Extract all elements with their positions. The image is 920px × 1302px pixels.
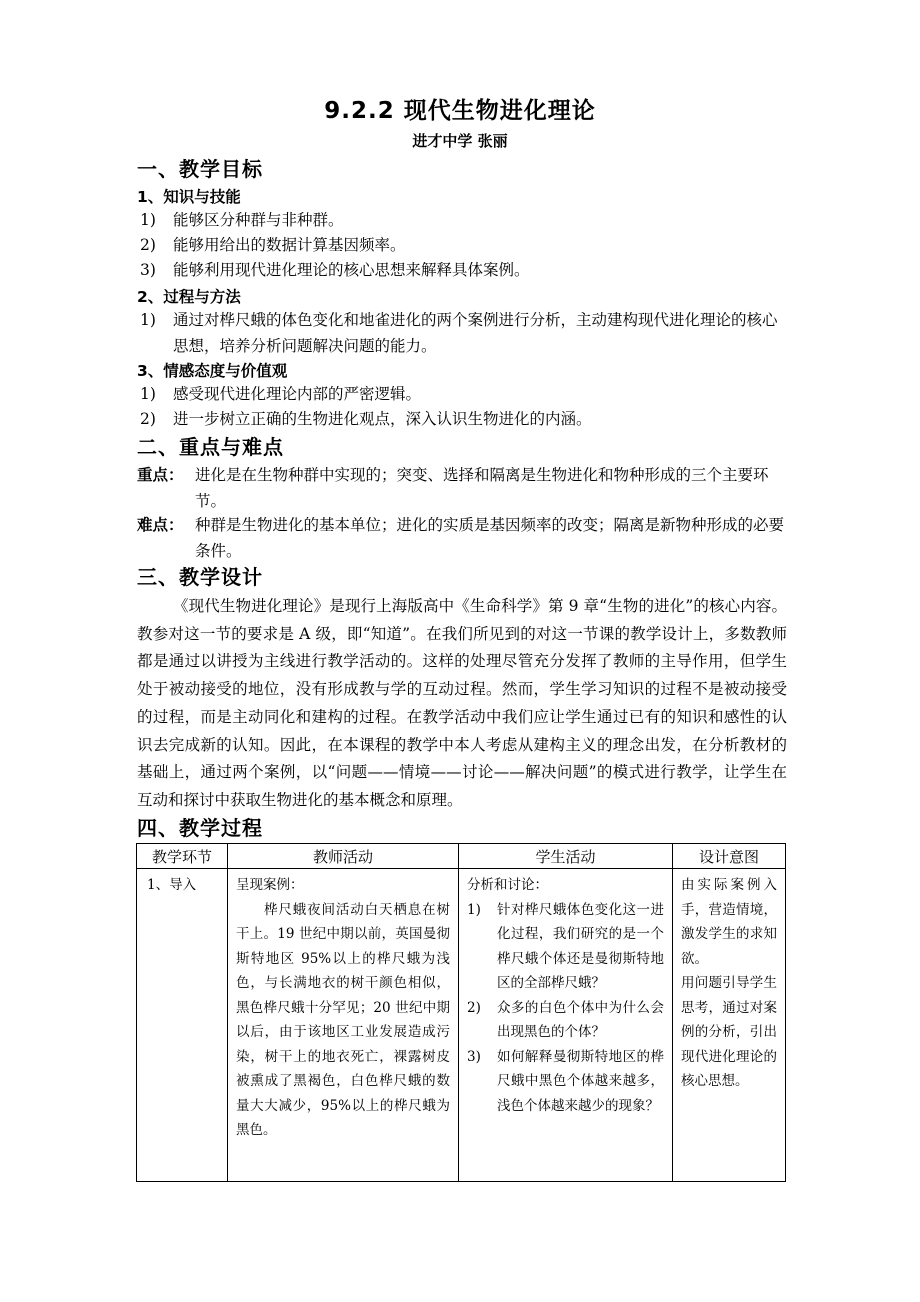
list-number: 1) xyxy=(140,311,156,329)
list-text: 众多的白色个体中为什么会出现黑色的个体？ xyxy=(497,999,664,1040)
section-heading-key-points: 二、重点与难点 xyxy=(137,435,284,459)
section-heading-process: 四、教学过程 xyxy=(137,816,263,840)
list-text: 能够用给出的数据计算基因频率。 xyxy=(173,236,406,254)
cell-teacher xyxy=(228,869,459,1182)
subheading-knowledge: 1、知识与技能 xyxy=(137,188,241,206)
list-item xyxy=(137,381,787,407)
header-student: 学生活动 xyxy=(459,844,673,869)
cell-intent xyxy=(673,869,786,1182)
list-item xyxy=(467,1045,664,1119)
teaching-process-table xyxy=(136,843,786,1182)
list-number: 1) xyxy=(140,211,156,229)
list-item xyxy=(467,996,664,1045)
table-row xyxy=(137,869,786,1182)
list-item xyxy=(137,232,787,258)
cell-stage xyxy=(137,869,228,1182)
list-text: 感受现代进化理论内部的严密逻辑。 xyxy=(173,385,422,403)
subheading-attitude: 3、情感态度与价值观 xyxy=(137,362,288,380)
list-number: 1) xyxy=(140,385,156,403)
section-heading-objectives: 一、教学目标 xyxy=(137,157,263,181)
list-text: 针对桦尺蛾体色变化这一进化过程，我们研究的是一个桦尺蛾个体还是曼彻斯特地区的全部桦尺蛾？ xyxy=(497,901,664,991)
key-point-focus xyxy=(137,462,787,514)
header-intent: 设计意图 xyxy=(673,844,786,869)
stage-text: 1、导入 xyxy=(147,877,197,893)
document-title: 9.2.2 现代生物进化理论 xyxy=(324,98,596,124)
list-text: 能够区分种群与非种群。 xyxy=(173,211,344,229)
document-author: 进才中学 张丽 xyxy=(412,132,508,150)
section-heading-design: 三、教学设计 xyxy=(137,565,263,589)
subheading-process: 2、过程与方法 xyxy=(137,288,241,306)
list-number: 2) xyxy=(140,236,156,254)
list-item xyxy=(467,898,664,996)
header-stage: 教学环节 xyxy=(137,844,228,869)
list-text: 进一步树立正确的生物进化观点，深入认识生物进化的内涵。 xyxy=(173,410,592,428)
difficulty-text: 种群是生物进化的基本单位；进化的实质是基因频率的改变；隔离是新物种形成的必要条件。 xyxy=(195,516,785,560)
list-text: 通过对桦尺蛾的体色变化和地雀进化的两个案例进行分析，主动建构现代进化理论的核心思想，培养分析问题解决问题的能力。 xyxy=(173,311,778,355)
key-point-difficulty xyxy=(137,512,787,564)
difficulty-label: 难点： xyxy=(137,516,184,534)
list-number: 3) xyxy=(140,261,156,279)
table-header-row xyxy=(137,844,786,869)
list-item xyxy=(137,406,787,432)
list-number: 3) xyxy=(467,1048,481,1065)
list-number: 1) xyxy=(467,901,481,918)
focus-label: 重点： xyxy=(137,466,184,484)
design-paragraph: 《现代生物进化理论》是现行上海版高中《生命科学》第 9 章“生物的进化”的核心内容。教参对这一节的要求是 A 级，即“知道”。在我们所见到的对这一节课的教学设计上，多数教师都是通过以讲授为主线进行教学活动的。这样的处理尽管充分发挥了教师的主导作用，但学生处于被动接受的地位，没有形成教与学的互动过程。然而，学生学习知识的过程不是被动接受的过程，而是主动同化和建构的过程。在教学活动中我们应让学生通过已有的知识和感性的认识去完成新的认知。因此，在本课程的教学中本人考虑从建构主义的理念出发，在分析教材的基础上，通过两个案例，以“问题——情境——讨论——解决问题”的模式进行教学，让学生在互动和探讨中获取生物进化的基本概念和原理。 xyxy=(137,597,787,809)
student-intro: 分析和讨论： xyxy=(467,877,548,893)
intent-text-2: 用问题引导学生思考，通过对案例的分析，引出现代进化理论的核心思想。 xyxy=(681,975,777,1089)
header-teacher: 教师活动 xyxy=(228,844,459,869)
list-text: 如何解释曼彻斯特地区的桦尺蛾中黑色个体越来越多，浅色个体越来越少的现象？ xyxy=(497,1048,664,1114)
list-item xyxy=(137,257,787,283)
focus-text: 进化是在生物种群中实现的；突变、选择和隔离是生物进化和物种形成的三个主要环节。 xyxy=(195,466,769,510)
intent-text-1: 由实际案例入手，营造情境，激发学生的求知欲。 xyxy=(681,877,777,967)
list-number: 2) xyxy=(467,999,481,1016)
list-number: 2) xyxy=(140,410,156,428)
list-text: 能够利用现代进化理论的核心思想来解释具体案例。 xyxy=(173,261,530,279)
teacher-intro: 呈现案例： xyxy=(236,877,304,893)
cell-student xyxy=(459,869,673,1182)
list-item xyxy=(137,307,787,359)
list-item xyxy=(137,207,787,233)
teacher-case: 桦尺蛾夜间活动白天栖息在树干上。19 世纪中期以前，英国曼彻斯特地区 95%以上的桦尺蛾为浅色，与长满地衣的树干颜色相似，黑色桦尺蛾十分罕见；20 世纪中期以后，由于该地区工业发展造成污染，树干上的地衣死亡，裸露树皮被熏成了黑褐色，白色桦尺蛾的数量大大减少，95%以上的桦尺蛾为黑色。 xyxy=(236,901,450,1138)
